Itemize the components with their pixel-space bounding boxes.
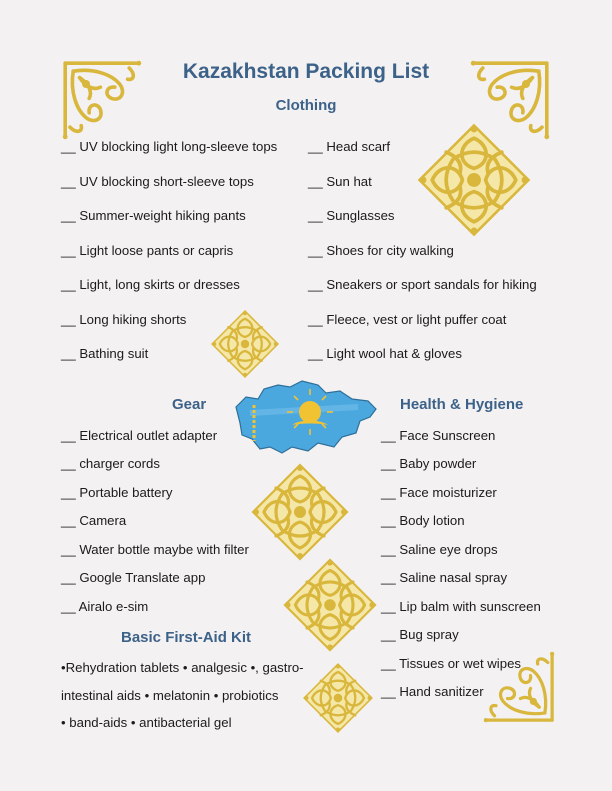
clothing-item: __ UV blocking light long-sleeve tops: [61, 139, 278, 154]
clothing-item: __ Long hiking shorts: [61, 312, 187, 327]
ornament-diamond-icon: [250, 462, 350, 562]
gear-item: __ Camera: [61, 513, 127, 528]
clothing-item: __ Sunglasses: [308, 208, 395, 223]
health-item: __ Baby powder: [381, 456, 477, 471]
health-item: __ Tissues or wet wipes: [381, 656, 521, 671]
health-heading: Health & Hygiene: [400, 396, 524, 413]
first-aid-list: [61, 654, 331, 737]
gear-item: __ Google Translate app: [61, 570, 206, 585]
page-title: Kazakhstan Packing List: [182, 60, 430, 83]
first-aid-heading: Basic First-Aid Kit: [121, 629, 252, 646]
clothing-item: __ Sneakers or sport sandals for hiking: [308, 277, 537, 292]
gear-heading: Gear: [172, 396, 207, 413]
ornament-diamond-icon: [416, 118, 532, 242]
gear-item: __ Electrical outlet adapter: [61, 428, 218, 443]
clothing-item: __ Light, long skirts or dresses: [61, 277, 240, 292]
health-item: __ Face moisturizer: [381, 485, 497, 500]
first-aid-line: intestinal aids • melatonin • probiotics: [61, 687, 279, 703]
health-item: __ Body lotion: [381, 513, 465, 528]
clothing-item: __ Bathing suit: [61, 346, 149, 361]
kazakhstan-flag-map-icon: [230, 377, 378, 457]
clothing-item: __ Summer-weight hiking pants: [61, 208, 246, 223]
health-item: __ Lip balm with sunscreen: [381, 599, 541, 614]
clothing-item: __ UV blocking short-sleeve tops: [61, 174, 254, 189]
clothing-item: __ Head scarf: [308, 139, 391, 154]
clothing-item: __ Fleece, vest or light puffer coat: [308, 312, 507, 327]
clothing-item: __ Sun hat: [308, 174, 372, 189]
ornament-diamond-icon: [282, 555, 378, 655]
health-item: __ Face Sunscreen: [381, 428, 496, 443]
ornament-diamond-icon: [210, 307, 280, 381]
health-item: __ Bug spray: [381, 627, 459, 642]
health-item: __ Hand sanitizer: [381, 684, 484, 699]
health-item: __ Saline eye drops: [381, 542, 498, 557]
gear-item: __ Airalo e-sim: [61, 599, 149, 614]
first-aid-line: • band-aids • antibacterial gel: [61, 715, 232, 730]
gear-item: __ Water bottle maybe with filter: [61, 542, 249, 557]
clothing-item: __ Shoes for city walking: [308, 243, 454, 258]
clothing-item: __ Light loose pants or capris: [61, 243, 234, 258]
gear-item: __ charger cords: [61, 456, 160, 471]
clothing-heading: Clothing: [275, 97, 337, 114]
gear-item: __ Portable battery: [61, 485, 173, 500]
health-item: __ Saline nasal spray: [381, 570, 508, 585]
clothing-item: __ Light wool hat & gloves: [308, 346, 462, 361]
first-aid-line: •Rehydration tablets • analgesic •, gastro-: [61, 660, 304, 675]
